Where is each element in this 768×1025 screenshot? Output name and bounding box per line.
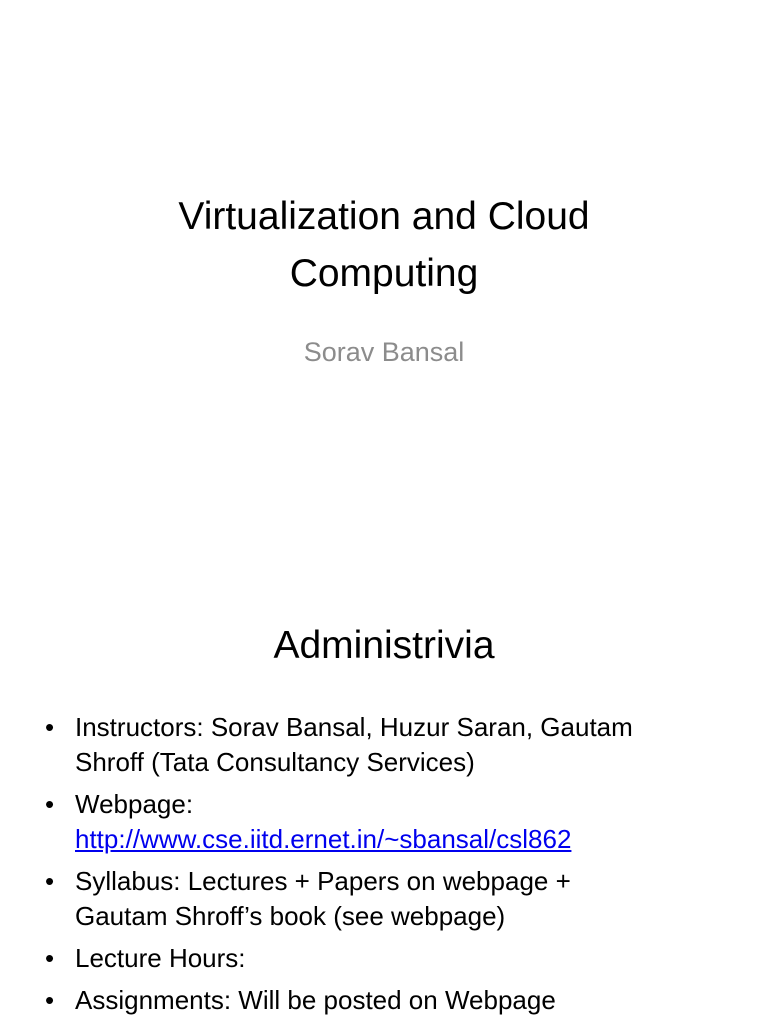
bullet-text: Lecture Hours: — [75, 943, 246, 973]
bullet-assignments — [40, 983, 740, 1018]
bullet-text: Instructors: Sorav Bansal, Huzur Saran, Gautam — [75, 712, 633, 742]
bullet-text: Shroff (Tata Consultancy Services) — [75, 747, 475, 777]
bullet-text: Webpage: — [75, 789, 194, 819]
bullet-instructors — [40, 710, 740, 780]
bullet-text: Gautam Shroff’s book (see webpage) — [75, 901, 506, 931]
bullet-syllabus — [40, 864, 740, 934]
author-subtitle: Sorav Bansal — [303, 337, 465, 367]
slide-heading: Administrivia — [273, 624, 495, 667]
bullet-text: Syllabus: Lectures + Papers on webpage + — [75, 866, 571, 896]
slide-title — [60, 188, 708, 302]
bullet-webpage — [40, 787, 740, 857]
bullet-marker: • — [45, 866, 55, 896]
bullet-list — [40, 710, 740, 1025]
bullet-marker: • — [45, 985, 55, 1015]
bullet-marker: • — [45, 943, 55, 973]
webpage-link[interactable]: http://www.cse.iitd.ernet.in/~sbansal/csl862 — [75, 824, 572, 854]
slide-title-line-1: Virtualization and Cloud — [178, 195, 590, 238]
bullet-marker: • — [45, 712, 55, 742]
bullet-lecture-hours — [40, 941, 740, 976]
bullet-text: Assignments: Will be posted on Webpage — [75, 985, 556, 1015]
administrivia-slide — [0, 576, 768, 1024]
bullet-marker: • — [45, 789, 55, 819]
slide-title-line-2: Computing — [289, 252, 479, 295]
